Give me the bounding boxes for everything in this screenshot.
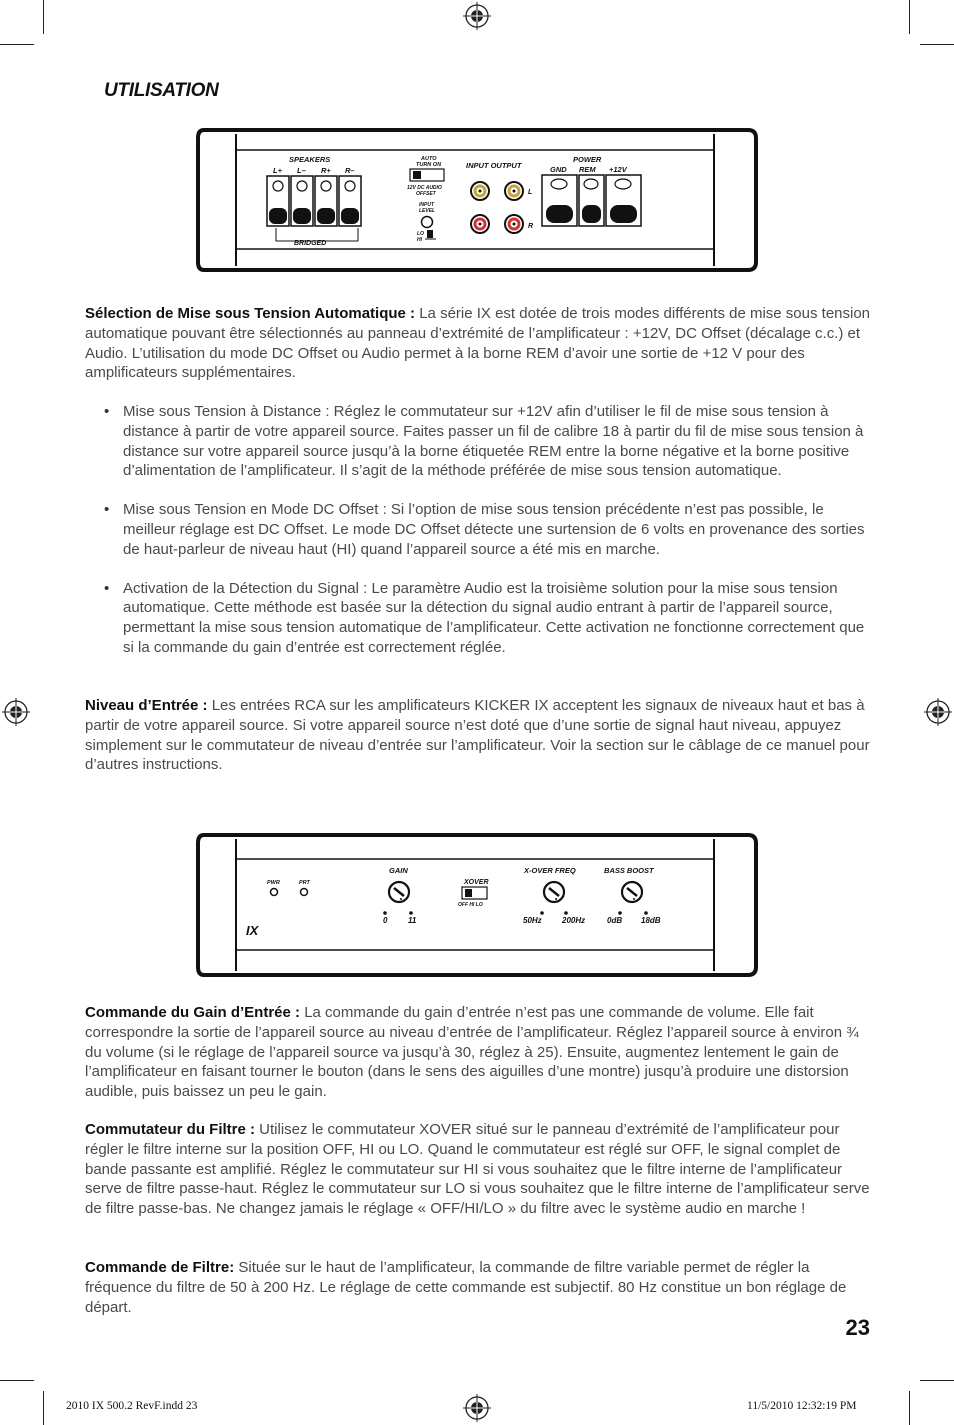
crop-mark bbox=[909, 1391, 910, 1425]
crop-mark bbox=[909, 0, 910, 34]
terminal-label: R+ bbox=[321, 166, 331, 175]
xover-freq-label: X-OVER FREQ bbox=[524, 866, 576, 875]
registration-mark-icon bbox=[463, 2, 491, 30]
filter-control-title: Commande de Filtre: bbox=[85, 1259, 235, 1276]
terminal-label: R– bbox=[345, 166, 355, 175]
filter-switch-title: Commutateur du Filtre : bbox=[85, 1121, 256, 1138]
crop-mark bbox=[0, 1380, 34, 1381]
gain-label: GAIN bbox=[389, 866, 408, 875]
amp-end-panel-diagram bbox=[196, 128, 759, 277]
input-level-label: INPUT bbox=[419, 202, 434, 208]
page-number: 23 bbox=[845, 1315, 870, 1340]
lo-label: LO bbox=[417, 231, 424, 237]
pwr-label: PWR bbox=[267, 880, 280, 886]
ix-logo: IX bbox=[246, 923, 259, 938]
crop-mark bbox=[43, 1391, 44, 1425]
turn-on-modes-list bbox=[104, 402, 874, 677]
filter-control-paragraph bbox=[85, 1258, 875, 1317]
registration-mark-icon bbox=[463, 1394, 491, 1422]
power-terminal-label: +12V bbox=[609, 165, 627, 174]
power-terminal-label: REM bbox=[579, 165, 596, 174]
crop-mark bbox=[0, 44, 34, 45]
gain-title: Commande du Gain d’Entrée : bbox=[85, 1004, 301, 1021]
crop-mark bbox=[920, 1380, 954, 1381]
input-level-text: Les entrées RCA sur les amplificateurs KICKER IX acceptent les signaux de niveaux haut et bas à partir de votre appareil source. Si votre appareil source n’est doté que d’une sortie de signal haut niveau, appuyez simplement sur le commutateur de niveau d’entrée sur l’amplificateur. Voir la section sur le câblage de ce manuel pour d’autres instructions. bbox=[85, 697, 870, 774]
prt-label: PRT bbox=[299, 880, 310, 886]
pwr-led bbox=[271, 889, 278, 896]
speakers-label: SPEAKERS bbox=[289, 155, 331, 164]
prt-led bbox=[301, 889, 308, 896]
auto-turn-on-text: La série IX est dotée de trois modes différents de mise sous tension automatique pouvant être sélectionnés au panneau d’extrémité de l’amplificateur : +12V, DC Offset (décalage c.c.) et Audio. L’utilisation du mode DC Offset ou Audio permet à la borne REM d’avoir une sortie de +12 V pour des amplificateurs supplémentaires. bbox=[85, 305, 871, 382]
bridged-label: BRIDGED bbox=[294, 240, 327, 247]
slug-file-info: 2010 IX 500.2 RevF.indd 23 bbox=[66, 1400, 198, 1412]
gain-paragraph bbox=[85, 1003, 875, 1102]
page-heading: UTILISATION bbox=[104, 80, 219, 101]
xover-options: OFF HI LO bbox=[458, 902, 483, 908]
gain-knob bbox=[389, 882, 409, 902]
list-item: • Mise sous Tension en Mode DC Offset : Si l’option de mise sous tension précédente n’est pas possible, le meilleur réglage est DC Offset. Le mode DC Offset détecte une surtension de 6 volts en provenance des sorties de haut-parleur de niveau haut (HI) quand l’appareil source a été mis en marche. bbox=[104, 500, 874, 559]
filter-control-text: Située sur le haut de l’amplificateur, la commande de filtre variable permet de régler la fréquence du filtre de 50 à 200 Hz. Le réglage de cette commande est subjectif. 80 Hz constitue un bon réglage de départ. bbox=[85, 1259, 847, 1316]
bass-boost-knob bbox=[622, 882, 642, 902]
input-level-paragraph bbox=[85, 696, 875, 775]
input-level-label: LEVEL bbox=[419, 208, 436, 214]
auto-turn-on-paragraph bbox=[85, 304, 875, 383]
input-level-knob bbox=[422, 217, 433, 228]
slug-timestamp: 11/5/2010 12:32:19 PM bbox=[747, 1400, 857, 1412]
power-label: POWER bbox=[573, 155, 602, 164]
crop-mark bbox=[43, 0, 44, 34]
registration-mark-icon bbox=[2, 698, 30, 726]
list-item: • Mise sous Tension à Distance : Réglez le commutateur sur +12V afin d’utiliser le fil de mise sous tension à distance à partir de votre appareil source. Faites passer un fil de calibre 18 à partir du fil de mise sous tension à distance sur votre appareil source jusqu’à la borne étiquetée REM entre la borne négative et la borne positive d’alimentation de l’amplificateur. Il s’agit de la méthode préférée de mise sous tension automatique. bbox=[104, 402, 874, 481]
input-output-label: INPUT OUTPUT bbox=[466, 161, 522, 170]
power-terminal-label: GND bbox=[550, 165, 567, 174]
xover-label: XOVER bbox=[464, 879, 489, 886]
input-level-title: Niveau d’Entrée : bbox=[85, 697, 208, 714]
turn-on-options: 12V DC AUDIO bbox=[407, 185, 442, 191]
auto-turn-on-label: TURN ON bbox=[416, 162, 442, 168]
xover-freq-knob bbox=[544, 882, 564, 902]
turn-on-offset: OFFSET bbox=[416, 191, 436, 197]
filter-switch-paragraph bbox=[85, 1120, 875, 1219]
registration-mark-icon bbox=[924, 698, 952, 726]
gain-text: La commande du gain d’entrée n’est pas une commande de volume. Elle fait correspondre la sortie de l’appareil source au niveau d’entrée de l’amplificateur. Réglez l’appareil source à environ ¾ du volume (si le réglage de l’appareil source va jusqu’à 30, réglez à 25). Ensuite, augmentez lentement le gain de l’amplificateur en faisant tourner le bouton (dans le sens des aiguilles d’une montre) jusqu’à produire une distorsion audible, puis baissez un peu le gain. bbox=[85, 1004, 859, 1101]
channel-l-label: L bbox=[528, 189, 533, 196]
boost-min: 0dB bbox=[607, 916, 623, 925]
freq-max: 200Hz bbox=[562, 916, 586, 925]
freq-min: 50Hz bbox=[523, 916, 542, 925]
gain-min: 0 bbox=[383, 916, 388, 925]
terminal-label: L+ bbox=[273, 166, 282, 175]
crop-mark bbox=[920, 44, 954, 45]
channel-r-label: R bbox=[528, 223, 534, 230]
boost-max: 18dB bbox=[641, 916, 661, 925]
auto-turn-on-title: Sélection de Mise sous Tension Automatique : bbox=[85, 305, 416, 322]
hi-label: HI bbox=[417, 237, 422, 243]
bass-boost-label: BASS BOOST bbox=[604, 866, 654, 875]
auto-turn-on-label: AUTO bbox=[421, 156, 437, 162]
gain-max: 11 bbox=[408, 916, 417, 925]
filter-switch-text: Utilisez le commutateur XOVER situé sur le panneau d’extrémité de l’amplificateur pour régler le filtre interne sur la position OFF, HI ou LO. Quand le commutateur est réglé sur OFF, le signal complet de bande passante est amplifié. Réglez le commutateur sur HI si vous souhaitez que le filtre interne de l’amplificateur serve de filtre passe-haut. Réglez le commutateur sur LO si vous souhaitez que le filtre interne de l’amplificateur serve de filtre passe-bas. Ne changez jamais le réglage « OFF/HI/LO » du filtre avec le système audio en marche ! bbox=[85, 1121, 870, 1218]
list-item: • Activation de la Détection du Signal : Le paramètre Audio est la troisième solution pour la mise sous tension automatique. Cette méthode est basée sur la détection du signal audio entrant à partir de l’appareil source, permettant la mise sous tension automatique de l’amplificateur. Cette activation ne fonctionne correctement que si la commande du gain d’entrée est correctement réglée. bbox=[104, 579, 874, 658]
terminal-label: L– bbox=[297, 166, 306, 175]
power-terminal-block bbox=[542, 175, 641, 226]
amp-control-panel-diagram bbox=[196, 833, 759, 982]
